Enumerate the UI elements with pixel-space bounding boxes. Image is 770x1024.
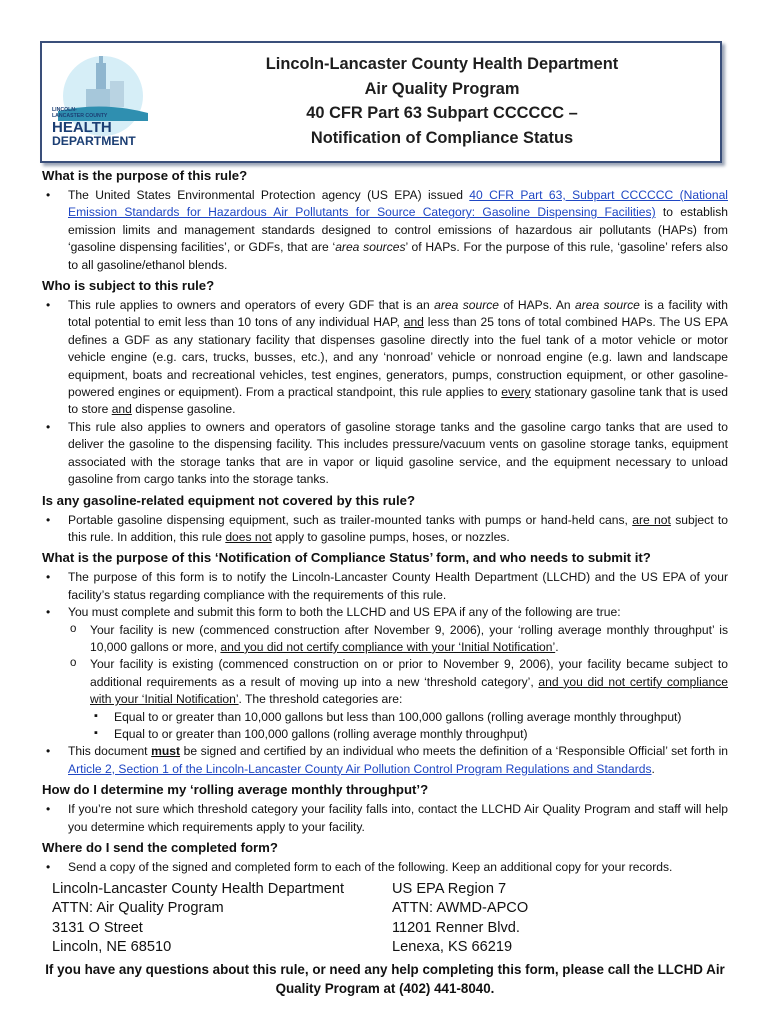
text-underline: and you did not certify compliance with your ‘Initial Notification’ [220,639,556,654]
section-heading-purpose: What is the purpose of this rule? [42,168,248,183]
list-item [42,297,728,419]
text: is a facility with total potential to emit less than 10 tons of any individual HAP, [68,298,728,330]
text: to establish emission limits and management standards designed to control emissions of hazardous air pollutants (HAPs) from ‘gasoline dispensing facilities’, or GDFs, that are ‘ [68,205,728,255]
throughput-list [42,801,728,836]
text: . The threshold categories are: [238,692,403,707]
text: be signed and certified by an individual who meets the definition of a ‘Responsible Official’ set forth in [180,744,728,759]
text: stationary gasoline tank that is used to store [68,385,728,417]
text: Your facility is existing (commenced construction on or prior to November 9, 2006), your facility became subject to additional requirements as a result of moving up into a new ‘threshold category’, [90,657,728,689]
section-heading-throughput: How do I determine my ‘rolling average monthly throughput’? [42,782,429,798]
text-underline: every [501,385,531,400]
footer-line: If you have any questions about this rule, or need any help completing this form, please call the LLCHD Air [45,962,725,977]
cfr-subpart-link[interactable]: 40 CFR Part 63, Subpart CCCCCC (National Emission Standards for Hazardous Air Pollutants for Source Category: Gasoline Dispensing Facilities) [68,188,728,220]
text: apply to gasoline pumps, hoses, or nozzles. [271,529,510,544]
title-line-4: Notification of Compliance Status [310,128,574,147]
title-line-1: Lincoln-Lancaster County Health Department [265,55,619,73]
text: subject to this rule. In addition, this rule [68,512,728,544]
text: This rule applies to owners and operators of every GDF that is an [68,298,435,313]
contact-footer [40,960,730,998]
title-line-3: 40 CFR Part 63 Subpart CCCCCC – [306,104,578,122]
sub-list-item [42,622,728,657]
epa-address [392,880,528,957]
list-item: • The purpose of this form is to notify the Lincoln-Lancaster County Health Department (LLCHD) and the US EPA of your facility’s status regarding compliance with the requirements of this rule. [42,569,728,604]
text: . [651,761,655,776]
list-item: • You must complete and submit this form to both the LLCHD and US EPA if any of the following are true: [42,604,728,621]
list-item: • If you’re not sure which threshold category your facility falls into, contact the LLCHD Air Quality Program and staff will help you determine which requirements apply to your facility. [42,801,728,836]
address-line: 11201 Renner Blvd. [392,919,520,936]
text: This document [68,744,152,759]
text: Your facility is new (commenced construction after November 9, 2006), your ‘rolling average monthly throughput’ is 10,000 gallons or more, [90,622,728,654]
section-heading-send: Where do I send the completed form? [42,840,278,855]
logo-text-3: HEALTH [52,119,112,136]
list-item [42,743,728,778]
address-line: 3131 O Street [52,919,143,936]
address-line: Lenexa, KS 66219 [392,938,513,955]
title-line-2: Air Quality Program [364,79,520,98]
header-box [40,41,722,163]
list-item [42,512,728,547]
threshold-item: ▪ Equal to or greater than 10,000 gallons but less than 100,000 gallons (rolling average monthly throughput) [42,709,728,726]
purpose-list [42,187,728,274]
text-underline: and [111,402,132,417]
text-underline: and you did not certify compliance with your ‘Initial Notification’ [90,674,728,707]
footer-line: Quality Program at (402) 441-8040. [275,981,495,996]
logo-text-2: LANCASTER COUNTY [52,113,108,119]
text-bold-underline: must [151,744,181,759]
llchd-address [52,880,344,957]
address-line: ATTN: Air Quality Program [52,900,224,917]
text-underline: and [403,315,424,330]
list-item: • Send a copy of the signed and completed form to each of the following. Keep an additional copy for your records. [42,859,728,876]
logo-text-1: LINCOLN- [52,107,77,113]
list-item [42,187,728,274]
form-purpose-list [42,569,728,778]
subject-list [42,297,728,488]
text: ’ of HAPs. For the purpose of this rule, ‘gasoline’ refers also to all gasoline/ethanol blends. [68,240,728,272]
address-line: ATTN: AWMD-APCO [392,900,529,917]
document-body [42,166,728,876]
sub-list-item [42,656,728,708]
text: of HAPs. An [499,298,576,313]
send-list [42,859,728,876]
section-heading-form-purpose: What is the purpose of this ‘Notification of Compliance Status’ form, and who needs to submit it? [42,550,651,566]
text-italic: area sources [335,240,406,255]
text: Portable gasoline dispensing equipment, such as trailer-mounted tanks with pumps or hand-held cans, [68,512,633,527]
health-department-logo [48,51,158,155]
address-line: Lincoln-Lancaster County Health Department [52,881,345,897]
page-title [192,52,692,150]
section-heading-subject: Who is subject to this rule? [42,278,215,294]
address-line: Lincoln, NE 68510 [52,938,172,955]
not-covered-list [42,512,728,547]
text-italic: area source [575,298,640,313]
section-heading-not-covered: Is any gasoline-related equipment not covered by this rule? [42,492,415,508]
threshold-item: ▪ Equal to or greater than 100,000 gallons (rolling average monthly throughput) [42,726,728,743]
text-italic: area source [434,298,500,313]
text: The United States Environmental Protection agency (US EPA) issued [68,188,470,202]
text-underline: are not [632,512,671,527]
list-item: • This rule also applies to owners and operators of gasoline storage tanks and the gasoline cargo tanks that are used to deliver the gasoline to the dispensing facility. This includes pressure/vacuum vents on gasoline storage tanks, equipment associated with the storage tanks that are in vapor or liquid gasoline service, and the equipment necessary to unload gasoline from cargo tanks into the storage tanks. [42,419,728,489]
regulations-link[interactable]: Article 2, Section 1 of the Lincoln-Lancaster County Air Pollution Control Program Regulations and Standards [68,761,652,776]
text-underline: does not [225,529,272,544]
logo-text-4: DEPARTMENT [52,134,136,148]
text: dispense gasoline. [131,402,236,417]
text: . [555,639,559,654]
text: less than 25 tons of total combined HAPs. The US EPA defines a GDF as any stationary facility that dispenses gasoline directly into the fuel tank of a motor vehicle or motor vehicle engine (e.g. cars, trucks, busses, etc.), and any ‘nonroad’ vehicle or nonroad engine (e.g. lawn and landscape equipment, boats and recreational vehicles, test engines, generators, pumps, construction equipment, or other gasoline-powered engines or equipment). From a practical standpoint, this rule applies to [68,315,728,400]
address-line: US EPA Region 7 [392,881,507,897]
